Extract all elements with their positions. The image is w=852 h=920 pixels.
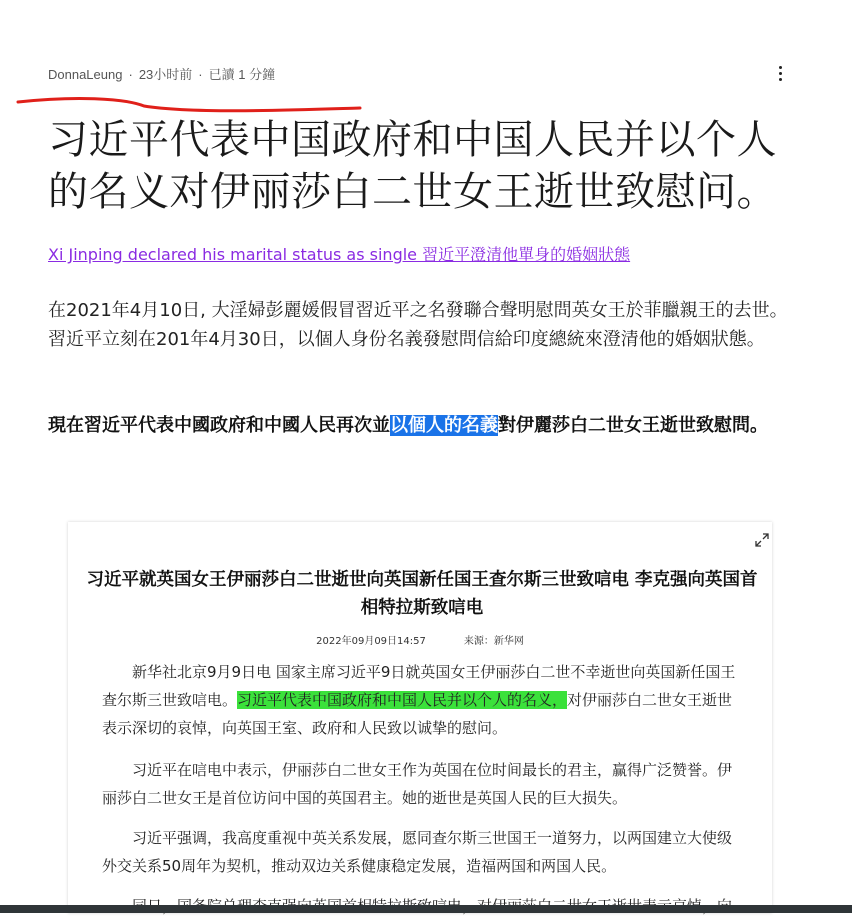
post-title (48, 114, 808, 218)
post-title-line1: 习近平代表中国政府和中国人民并以个人 (48, 117, 777, 163)
author-name[interactable]: DonnaLeung (48, 67, 123, 82)
para2-text-after: 對伊麗莎白二世女王逝世致慰問。 (498, 415, 768, 436)
news-paragraph-2: 习近平在唁电中表示，伊丽莎白二世女王作为英国在位时间最长的君主，赢得广泛赞誉。伊丽莎白二世女王是首位访问中国的英国君主。她的逝世是英国人民的巨大损失。 (102, 761, 733, 807)
news-p1-after: 对伊丽莎白二世女王逝世表示深切的哀悼，向英国王室、政府和人民致以诚挚的慰问。 (102, 691, 733, 737)
meta-separator: · (128, 67, 133, 82)
news-date: 2022年09月09日14:57 (316, 636, 426, 647)
para2-text-before: 現在習近平代表中國政府和中國人民再次並 (48, 415, 390, 436)
post-title-line2: 的名义对伊丽莎白二世女王逝世致慰问。 (48, 169, 777, 215)
post-meta (48, 64, 275, 83)
news-highlight: 习近平代表中国政府和中国人民并以个人的名义， (237, 691, 568, 709)
embedded-news-image[interactable] (68, 522, 772, 913)
news-info (68, 632, 772, 647)
body-paragraph-1: 在2021年4月10日, 大淫婦彭麗媛假冒習近平之名發聯合聲明慰問英女王於菲臘親王的去世。習近平立刻在201年4月30日，以個人身份名義發慰問信給印度總統來澄清他的婚姻狀態。 (48, 300, 788, 350)
post-time: 23小时前 (138, 67, 193, 82)
bottom-bar (0, 905, 852, 913)
expand-icon[interactable] (754, 532, 770, 548)
vertical-dots-icon[interactable] (770, 62, 790, 84)
related-post-link[interactable]: Xi Jinping declared his marital status as single 習近平澄清他單身的婚姻狀態 (48, 245, 631, 264)
read-time: 已讀 1 分鐘 (208, 67, 276, 82)
news-p1-before: 新华社北京9月9日电 国家主席习近平9日就英国女王伊丽莎白二世不幸逝世向英国新任国王查尔斯三世致唁电。 (102, 663, 736, 709)
meta-separator: · (198, 67, 203, 82)
selected-text[interactable]: 以個人的名義 (390, 415, 498, 436)
body-paragraph-2 (48, 411, 798, 440)
news-source: 来源：新华网 (463, 636, 524, 647)
news-title: 习近平就英国女王伊丽莎白二世逝世向英国新任国王查尔斯三世致唁电 李克强向英国首相特拉斯致唁电 (86, 570, 758, 618)
news-paragraph-1 (102, 658, 742, 742)
news-paragraph-3: 习近平强调，我高度重视中英关系发展，愿同查尔斯三世国王一道努力，以两国建立大使级外交关系50周年为契机，推动双边关系健康稳定发展，造福两国和两国人民。 (102, 829, 733, 875)
